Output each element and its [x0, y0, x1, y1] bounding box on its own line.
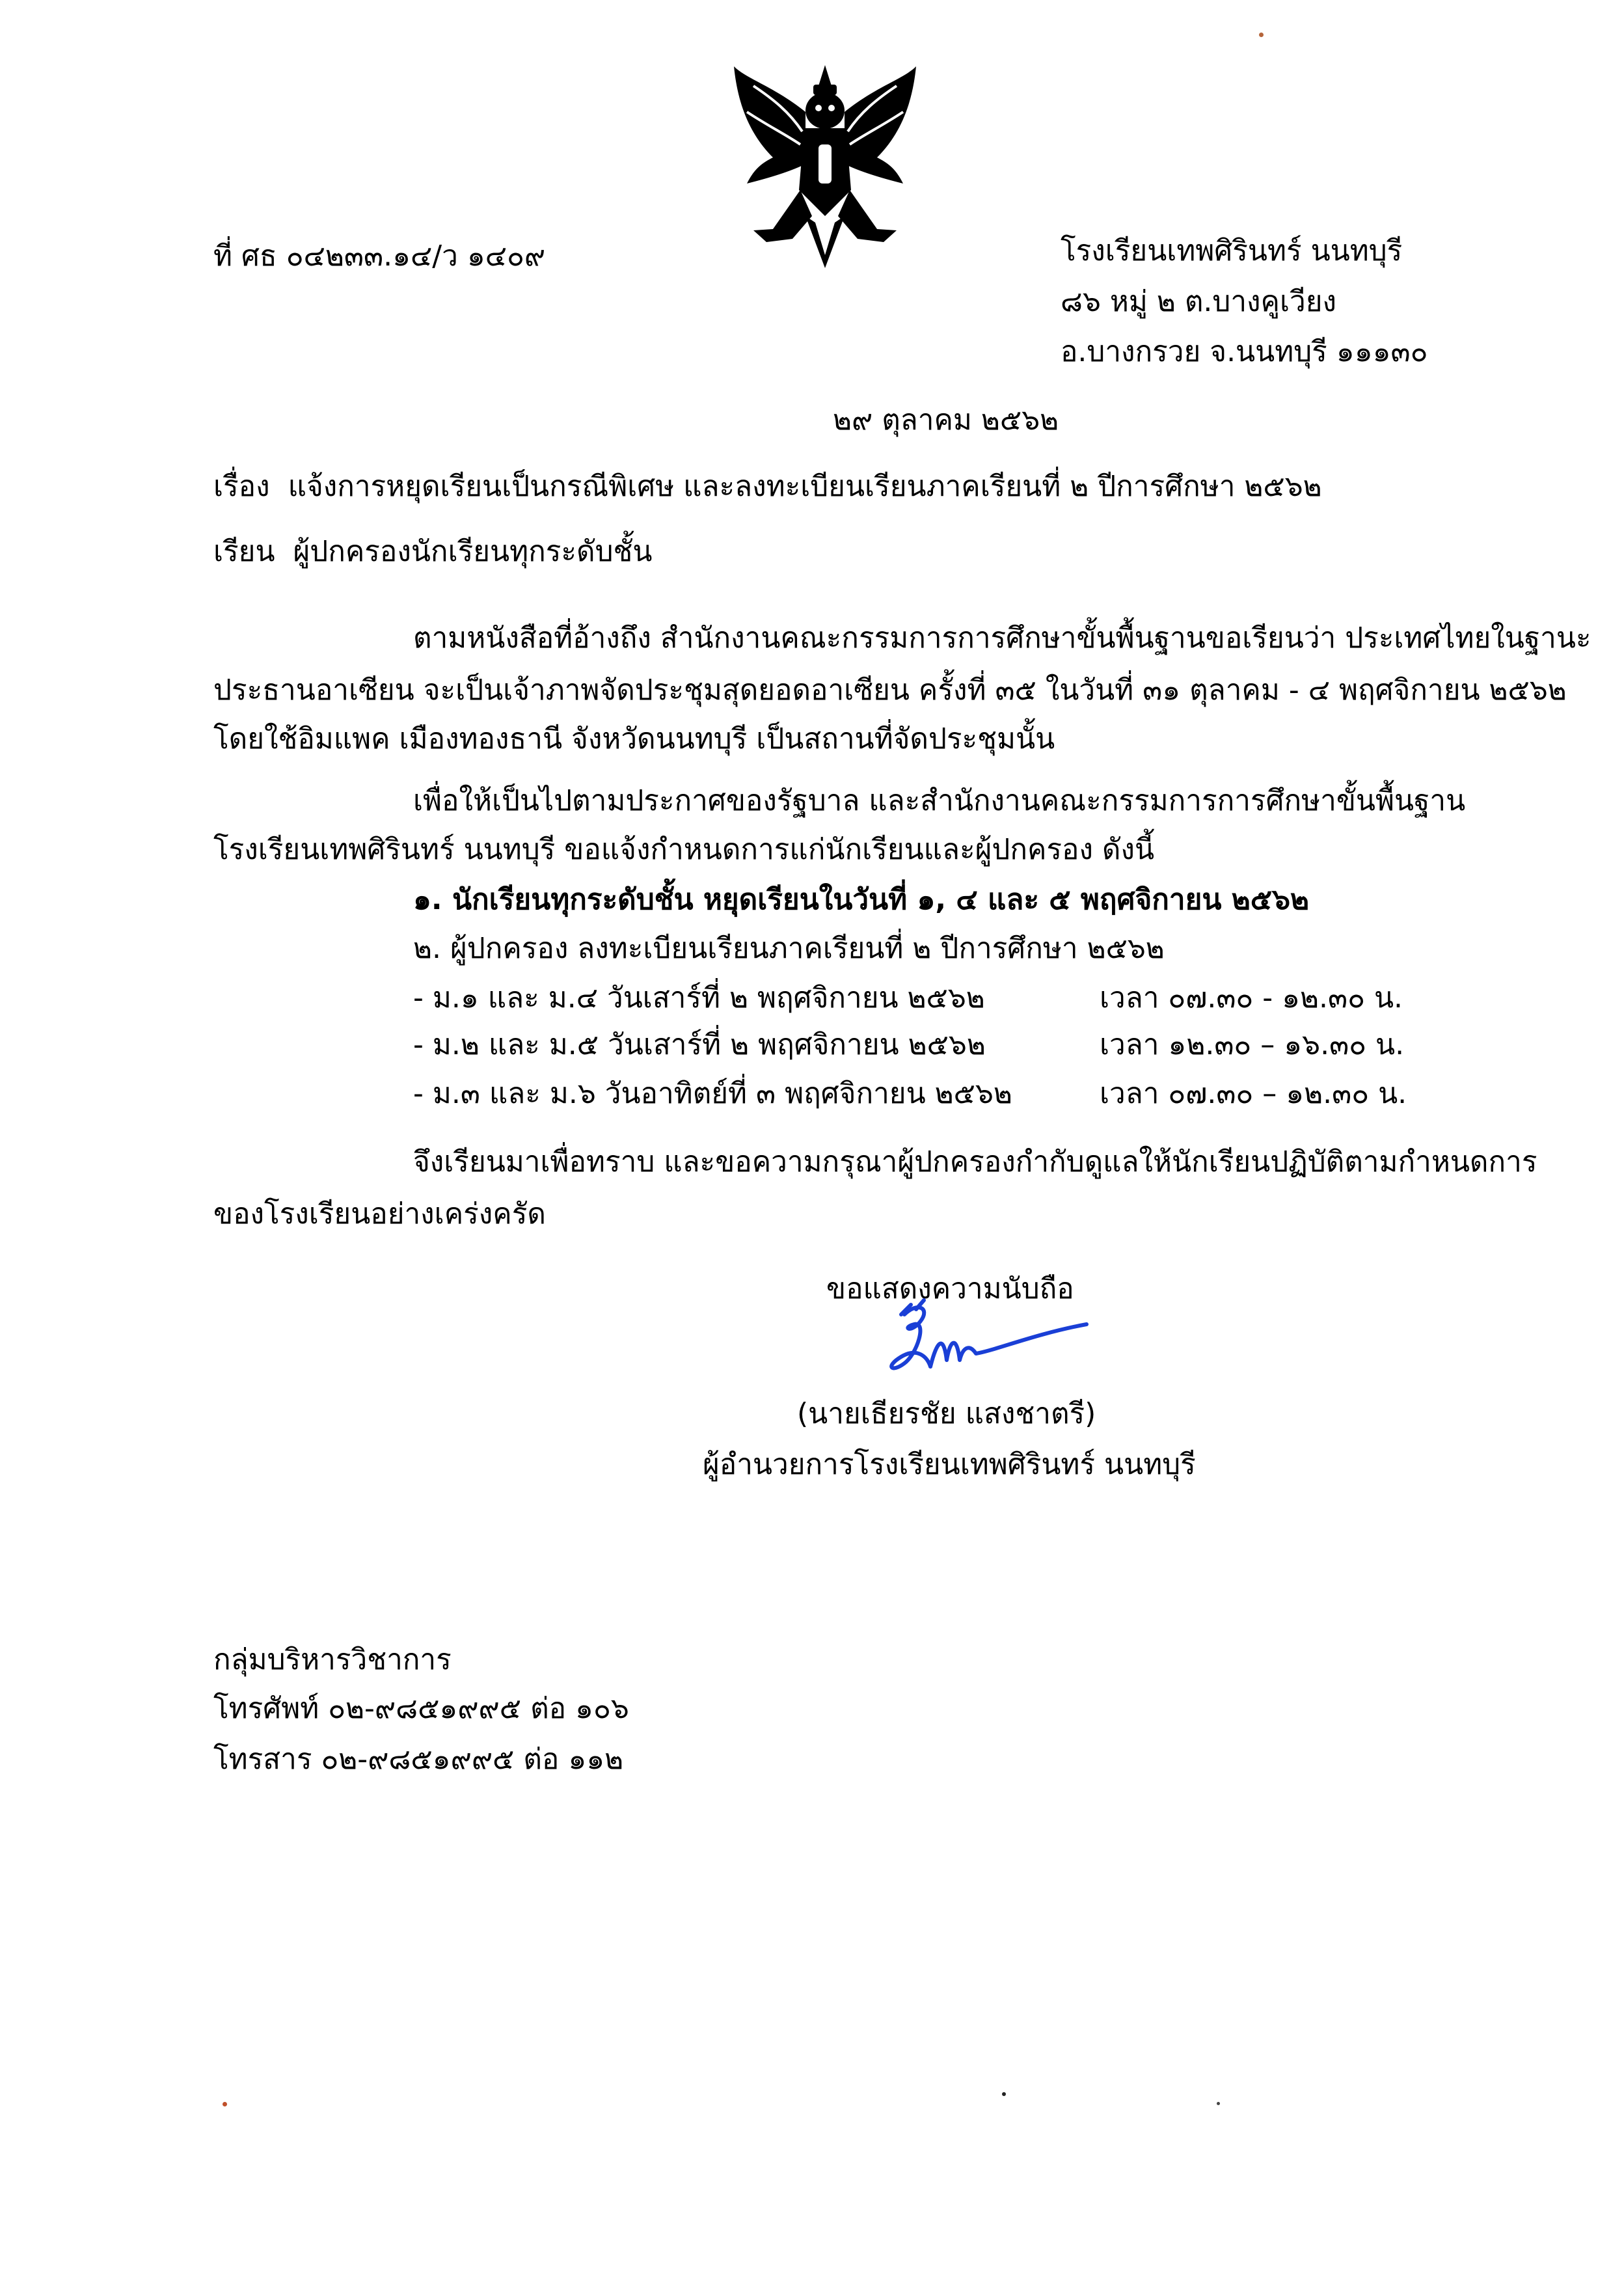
subject-text: แจ้งการหยุดเรียนเป็นกรณีพิเศษ และลงทะเบียนเรียนภาคเรียนที่ ๒ ปีการศึกษา ๒๕๖๒: [288, 470, 1322, 503]
scan-speck: [1259, 33, 1264, 37]
closing-line-1: จึงเรียนมาเพื่อทราบ และขอความกรุณาผู้ปกครองกำกับดูแลให้นักเรียนปฏิบัติตามกำหนดการ: [413, 1145, 1537, 1178]
recipient-label: เรียน: [213, 535, 275, 568]
footer-fax: โทรสาร ๐๒-๙๘๕๑๙๙๕ ต่อ ๑๑๒: [213, 1743, 624, 1776]
scan-speck: [223, 2102, 227, 2106]
item-2-registration: ๒. ผู้ปกครอง ลงทะเบียนเรียนภาคเรียนที่ ๒ ปีการศึกษา ๒๕๖๒: [413, 932, 1165, 965]
schedule-row-2-grades: - ม.๒ และ ม.๕ วันเสาร์ที่ ๒ พฤศจิกายน ๒๕๖๒: [413, 1028, 986, 1061]
closing-line-2: ของโรงเรียนอย่างเคร่งครัด: [213, 1197, 546, 1231]
item-1-holiday: ๑. นักเรียนทุกระดับชั้น หยุดเรียนในวันที่ ๑, ๔ และ ๕ พฤศจิกายน ๒๕๖๒: [413, 883, 1310, 916]
schedule-row-3-time: เวลา ๐๗.๓๐ – ๑๒.๓๐ น.: [1100, 1077, 1407, 1110]
para2-line-1: เพื่อให้เป็นไปตามประกาศของรัฐบาล และสำนักงานคณะกรรมการการศึกษาขั้นพื้นฐาน: [413, 784, 1466, 817]
footer-department: กลุ่มบริหารวิชาการ: [213, 1643, 452, 1676]
schedule-row-1-grades: - ม.๑ และ ม.๔ วันเสาร์ที่ ๒ พฤศจิกายน ๒๕๖๒: [413, 981, 985, 1015]
para1-line-1: ตามหนังสือที่อ้างถึง สำนักงานคณะกรรมการการศึกษาขั้นพื้นฐานขอเรียนว่า ประเทศไทยในฐานะ: [413, 621, 1591, 655]
signatory-position: ผู้อำนวยการโรงเรียนเทพศิรินทร์ นนทบุรี: [703, 1448, 1196, 1481]
schedule-row-1-time: เวลา ๐๗.๓๐ - ๑๒.๓๐ น.: [1100, 981, 1403, 1015]
address-line-1: ๘๖ หมู่ ๒ ต.บางคูเวียง: [1061, 285, 1336, 318]
recipient-line: [213, 535, 652, 569]
address-line-2: อ.บางกรวย จ.นนทบุรี ๑๑๑๓๐: [1061, 335, 1428, 368]
handwritten-signature: [865, 1295, 1100, 1393]
para2-line-2: โรงเรียนเทพศิรินทร์ นนทบุรี ขอแจ้งกำหนดการแก่นักเรียนและผู้ปกครอง ดังนี้: [213, 833, 1155, 866]
garuda-emblem: [727, 60, 923, 281]
signatory-name: (นายเธียรชัย แสงชาตรี): [797, 1397, 1096, 1430]
subject-label: เรื่อง: [213, 470, 270, 503]
reference-number: ที่ ศธ ๐๔๒๓๓.๑๔/ว ๑๔๐๙: [213, 239, 546, 273]
scan-speck: [1002, 2092, 1006, 2096]
para1-line-3: โดยใช้อิมแพค เมืองทองธานี จังหวัดนนทบุรี เป็นสถานที่จัดประชุมนั้น: [213, 722, 1055, 756]
salutation: ขอแสดงความนับถือ: [826, 1272, 1074, 1305]
footer-phone: โทรศัพท์ ๐๒-๙๘๕๑๙๙๕ ต่อ ๑๐๖: [213, 1692, 629, 1725]
recipient-text: ผู้ปกครองนักเรียนทุกระดับชั้น: [293, 535, 653, 568]
school-name: โรงเรียนเทพศิรินทร์ นนทบุรี: [1061, 234, 1403, 267]
schedule-row-2-time: เวลา ๑๒.๓๐ – ๑๖.๓๐ น.: [1100, 1028, 1405, 1061]
schedule-row-3-grades: - ม.๓ และ ม.๖ วันอาทิตย์ที่ ๓ พฤศจิกายน ๒๕๖๒: [413, 1077, 1012, 1110]
para1-line-2: ประธานอาเซียน จะเป็นเจ้าภาพจัดประชุมสุดยอดอาเซียน ครั้งที่ ๓๕ ในวันที่ ๓๑ ตุลาคม - ๔ พฤศจิกายน ๒๕๖๒: [213, 674, 1567, 707]
subject-line: [213, 470, 1322, 504]
letter-date: ๒๙ ตุลาคม ๒๕๖๒: [833, 403, 1059, 437]
scan-speck: [1217, 2102, 1220, 2105]
